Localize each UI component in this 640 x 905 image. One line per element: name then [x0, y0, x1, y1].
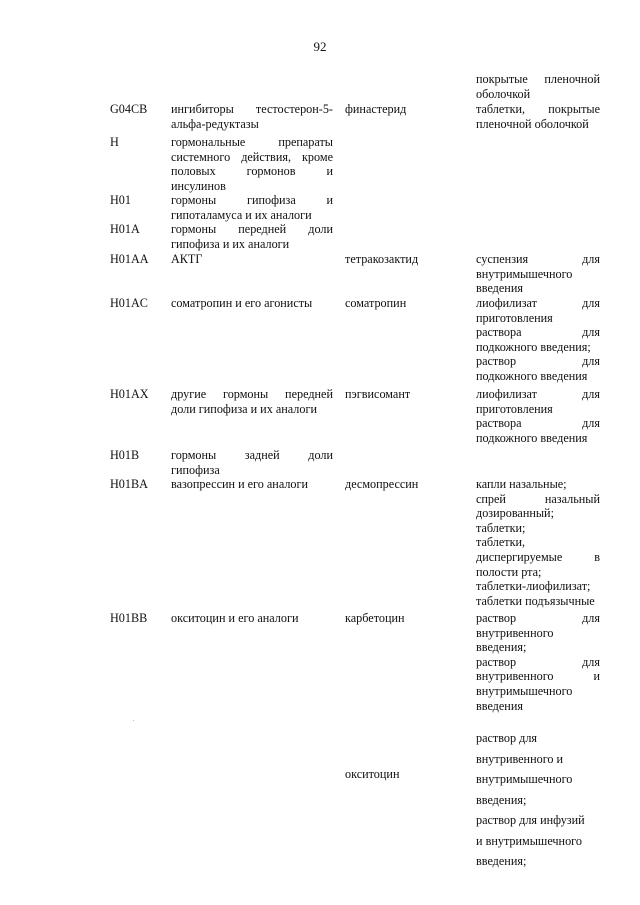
pharm-group-cell: гормоны задней доли гипофиза — [171, 448, 333, 477]
form-line: покрытые пленочной — [476, 72, 600, 86]
form-line: раствор для — [476, 354, 600, 369]
atc-code-cell: H01BA — [110, 477, 148, 491]
form-line: капли назальные; — [476, 477, 567, 491]
form-line: лиофилизат для — [476, 387, 600, 401]
atc-code-cell: H01AA — [110, 252, 149, 266]
form-cell — [476, 102, 600, 131]
form-line: введения; — [476, 640, 527, 655]
form-line: таблетки-лиофилизат; — [476, 579, 591, 594]
form-line: введения; — [476, 792, 527, 807]
atc-code-cell: H — [110, 135, 119, 149]
pharm-group-cell: гормоны передней доли гипофиза и их аналоги — [171, 222, 333, 251]
drug-name-cell: карбетоцин — [345, 611, 405, 625]
form-cell — [476, 611, 600, 713]
drug-name-cell: соматропин — [345, 296, 407, 310]
pharm-group-cell: окситоцин и его аналоги — [171, 611, 299, 625]
form-line: внутримышечного — [476, 772, 573, 786]
atc-code-cell: H01AX — [110, 387, 149, 401]
form-line: раствор для инфузий — [476, 813, 585, 827]
form-line: раствор для — [476, 611, 600, 625]
atc-code-cell: H01AC — [110, 296, 148, 310]
form-line: спрей назальный — [476, 491, 600, 506]
form-line: внутримышечного — [476, 266, 573, 281]
form-line: и внутримышечного — [476, 833, 582, 848]
form-line: раствор для — [476, 731, 538, 745]
drug-name-cell: тетракозактид — [345, 252, 419, 266]
form-line: подкожного введения — [476, 430, 588, 445]
form-line: таблетки подъязычные — [476, 593, 595, 608]
pharm-group-cell: АКТГ — [171, 252, 203, 266]
atc-code-cell: H01 — [110, 193, 131, 207]
form-line: диспергируемые в — [476, 549, 600, 564]
drug-name-cell: десмопрессин — [345, 477, 419, 491]
form-line: таблетки; — [476, 520, 526, 535]
form-line: полости рта; — [476, 564, 542, 579]
pharm-group-cell: вазопрессин и его аналоги — [171, 477, 309, 491]
form-cell — [476, 728, 600, 872]
drug-name-cell: окситоцин — [345, 767, 400, 781]
pharm-group-cell: другие гормоны передней доли гипофиза и их аналоги — [171, 387, 333, 416]
form-line: подкожного введения — [476, 368, 588, 383]
form-line: суспензия для — [476, 252, 600, 266]
form-cell — [476, 387, 600, 445]
form-line: пленочной оболочкой — [476, 116, 589, 131]
atc-code-cell: H01A — [110, 222, 140, 236]
form-line: раствор для — [476, 654, 600, 669]
form-cell — [476, 477, 600, 608]
form-line: таблетки, — [476, 535, 526, 550]
form-line: введения; — [476, 854, 527, 868]
form-line: приготовления — [476, 310, 553, 325]
pharm-group-cell: ингибиторы тестостерон-5-альфа-редуктазы — [171, 102, 333, 131]
drug-name-cell: пэгвисомант — [345, 387, 411, 401]
form-cell-continued — [476, 72, 600, 101]
form-line: таблетки, покрытые — [476, 102, 600, 116]
form-cell — [476, 252, 600, 296]
atc-code-cell: G04CB — [110, 102, 148, 116]
form-line: раствора для — [476, 416, 600, 431]
scan-speck — [133, 720, 134, 721]
drug-name-cell: финастерид — [345, 102, 407, 116]
form-line: введения — [476, 698, 523, 713]
form-line: подкожного введения; — [476, 339, 591, 354]
form-line: раствора для — [476, 325, 600, 340]
form-line: внутривенного и — [476, 751, 564, 766]
page-number: 92 — [313, 39, 327, 54]
form-line: приготовления — [476, 401, 553, 416]
form-line: внутримышечного — [476, 683, 573, 698]
pharm-group-cell: гормоны гипофиза и гипоталамуса и их аналоги — [171, 193, 333, 222]
atc-code-cell: H01B — [110, 448, 140, 462]
form-line: внутривенного — [476, 625, 554, 640]
pharm-group-cell: гормональные препараты системного действия, кроме половых гормонов и инсулинов — [171, 135, 333, 193]
form-line: внутривенного и — [476, 669, 600, 684]
pharm-group-cell: соматропин и его агонисты — [171, 296, 313, 310]
form-line: оболочкой — [476, 86, 531, 101]
form-cell — [476, 296, 600, 384]
atc-code-cell: H01BB — [110, 611, 148, 625]
form-line: введения — [476, 281, 523, 296]
form-line: дозированный; — [476, 506, 554, 521]
form-line: лиофилизат для — [476, 296, 600, 310]
